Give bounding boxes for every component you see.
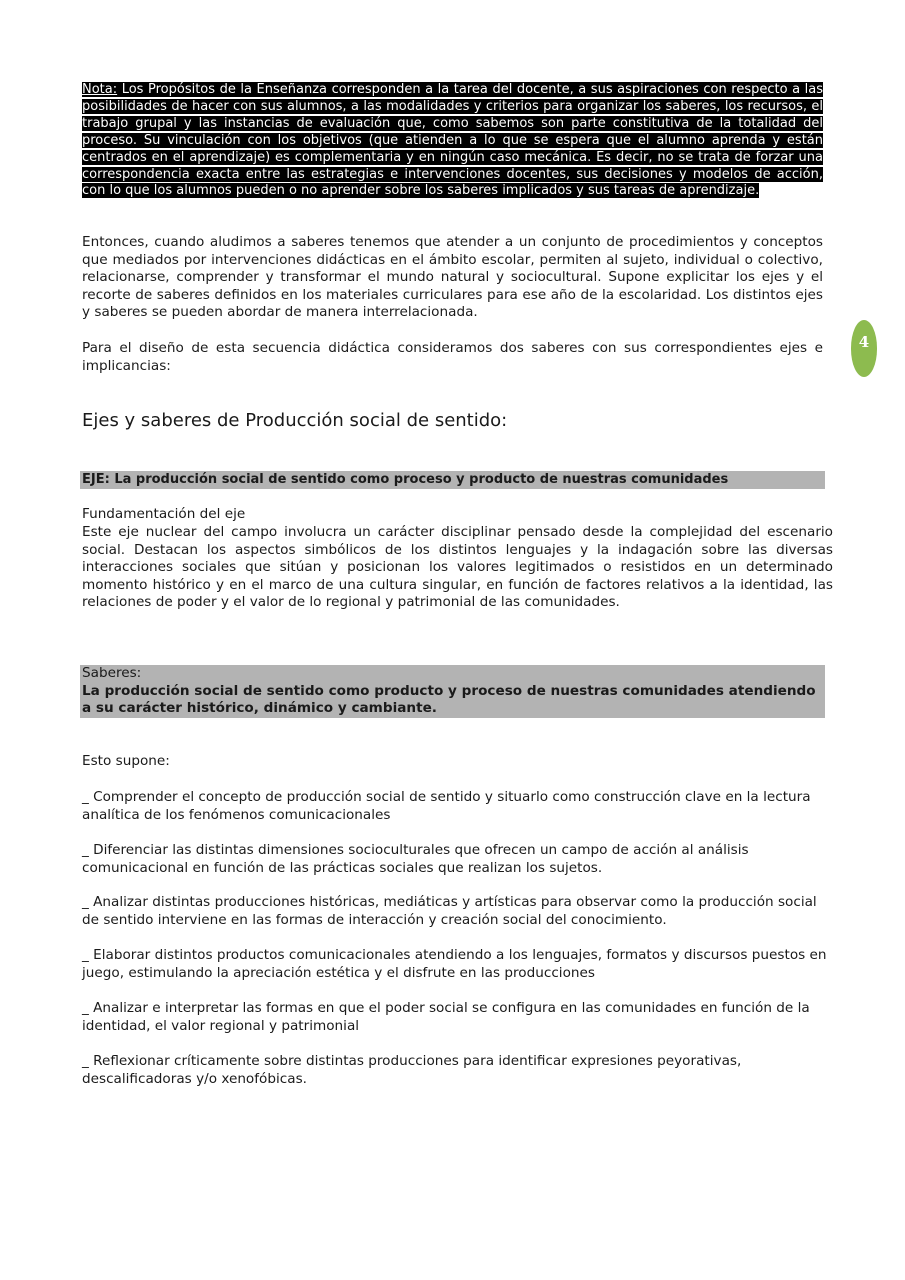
nota-block bbox=[82, 82, 823, 200]
saberes-text: La producción social de sentido como producto y proceso de nuestras comunidades atendiendo a su carácter histórico, dinámico y cambiante. bbox=[82, 682, 816, 716]
list-item: _ Comprender el concepto de producción social de sentido y situarlo como construcción clave en la lectura analítica de los fenómenos comunicacionales bbox=[82, 789, 811, 823]
saberes-label: Saberes: bbox=[82, 665, 142, 681]
list-item: _ Reflexionar críticamente sobre distintas producciones para identificar expresiones peyorativas, descalificadoras y/o xenofóbicas. bbox=[82, 1053, 742, 1087]
list-item: _ Analizar e interpretar las formas en que el poder social se configura en las comunidades en función de la identidad, el valor regional y patrimonial bbox=[82, 1000, 810, 1034]
fundamentacion-title: Fundamentación del eje bbox=[82, 506, 246, 522]
list-item: _ Analizar distintas producciones históricas, mediáticas y artísticas para observar como la producción social de sentido interviene en las formas de interacción y creación social del conocimiento. bbox=[82, 894, 817, 928]
fundamentacion-body: Este eje nuclear del campo involucra un carácter disciplinar pensado desde la complejidad del escenario social. Destacan los aspectos simbólicos de los distintos lenguajes y la indagación sobre las diversas interacciones sociales que sitúan y posicionan los valores legitimados o resistidos en un determinado momento histórico y en el marco de una cultura singular, en función de factores relativos a la identidad, las relaciones de poder y el valor de lo regional y patrimonial de las comunidades. bbox=[82, 524, 833, 611]
page-number-badge: 4 bbox=[851, 320, 877, 377]
paragraph-secuencia: Para el diseño de esta secuencia didáctica consideramos dos saberes con sus correspondientes ejes e implicancias: bbox=[82, 340, 823, 374]
nota-label: Nota: bbox=[82, 82, 118, 97]
section-heading: Ejes y saberes de Producción social de sentido: bbox=[82, 410, 508, 431]
saberes-box bbox=[80, 665, 825, 718]
nota-text: Los Propósitos de la Enseñanza corresponden a la tarea del docente, a sus aspiraciones con respecto a las posibilidades de hacer con sus alumnos, a las modalidades y criterios para organizar los saberes, los recursos, el trabajo grupal y las instancias de evaluación que, como sabemos son parte constitutiva de la totalidad del proceso. Su vinculación con los objetivos (que atienden a lo que se espera que el alumno aprenda y están centrados en el aprendizaje) es complementaria y en ningún caso mecánica. Es decir, no se trata de forzar una correspondencia exacta entre las estrategias e intervenciones docentes, sus decisiones y modelos de acción, con lo que los alumnos pueden o no aprender sobre los saberes implicados y sus tareas de aprendizaje. bbox=[82, 82, 823, 199]
list-item: _ Elaborar distintos productos comunicacionales atendiendo a los lenguajes, formatos y discursos puestos en juego, estimulando la apreciación estética y el disfrute en las producciones bbox=[82, 947, 827, 981]
list-item: _ Diferenciar las distintas dimensiones socioculturales que ofrecen un campo de acción al análisis comunicacional en función de las prácticas sociales que realizan los sujetos. bbox=[82, 842, 749, 876]
eje-banner: EJE: La producción social de sentido como proceso y producto de nuestras comunidades bbox=[80, 471, 825, 489]
paragraph-saberes-intro: Entonces, cuando aludimos a saberes tenemos que atender a un conjunto de procedimientos y conceptos que mediados por intervenciones didácticas en el ámbito escolar, permiten al sujeto, individual o colectivo, relacionarse, comprender y transformar el mundo natural y sociocultural. Supone explicitar los ejes y el recorte de saberes definidos en los materiales curriculares para ese año de la escolaridad. Los distintos ejes y saberes se pueden abordar de manera interrelacionada. bbox=[82, 234, 823, 321]
esto-supone-label: Esto supone: bbox=[82, 753, 170, 769]
